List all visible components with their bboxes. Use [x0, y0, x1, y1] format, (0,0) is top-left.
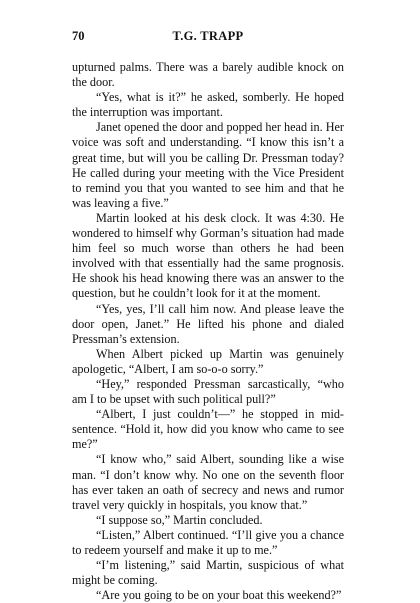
- paragraph-continued: upturned palms. There was a barely audible knock on the door.: [72, 60, 344, 90]
- paragraph: “I suppose so,” Martin concluded.: [96, 512, 263, 527]
- page-number: 70: [72, 29, 85, 43]
- paragraph: “Are you going to be on your boat this weekend?”: [96, 588, 342, 603]
- body-text: [72, 60, 344, 603]
- paragraph: “Yes, yes, I’ll call him now. And please leave the door open, Janet.” He lifted his phone and dialed Pressman’s extension.: [72, 301, 344, 346]
- paragraph: Janet opened the door and popped her head in. Her voice was soft and understanding. “I know this isn’t a great time, but will you be calling Dr. Pressman today? He called during your meeting with the Vice President to remind you that you wanted to see him and that he was leaving a five.”: [72, 120, 344, 210]
- paragraph: “Listen,” Albert continued. “I’ll give you a chance to redeem yourself and make it up to me.”: [72, 527, 344, 557]
- paragraph: “I’m listening,” said Martin, suspicious of what might be coming.: [72, 558, 344, 588]
- paragraph: “Yes, what is it?” he asked, somberly. He hoped the interruption was important.: [72, 90, 344, 120]
- paragraph: “I know who,” said Albert, sounding like a wise man. “I don’t know why. No one on the seventh floor has ever taken an oath of secrecy and news and rumor travel very quickly in hospitals, you know that.”: [72, 452, 344, 512]
- paragraph: Martin looked at his desk clock. It was 4:30. He wondered to himself why Gorman’s situation had made him feel so much worse than others he had been involved with that essentially had the same prognosis. He shook his head knowing there was an answer to the question, but he couldn’t look for it at the moment.: [72, 210, 344, 301]
- paragraph: “Hey,” responded Pressman sarcastically, “who am I to be upset with such political pull?”: [72, 376, 344, 407]
- paragraph: When Albert picked up Martin was genuinely apologetic, “Albert, I am so-o-o sorry.”: [72, 346, 344, 376]
- running-head: T.G. TRAPP: [172, 29, 244, 43]
- paragraph: “Albert, I just couldn’t—” he stopped in mid-sentence. “Hold it, how did you know who came to see me?”: [72, 407, 344, 452]
- page-header: [72, 29, 344, 45]
